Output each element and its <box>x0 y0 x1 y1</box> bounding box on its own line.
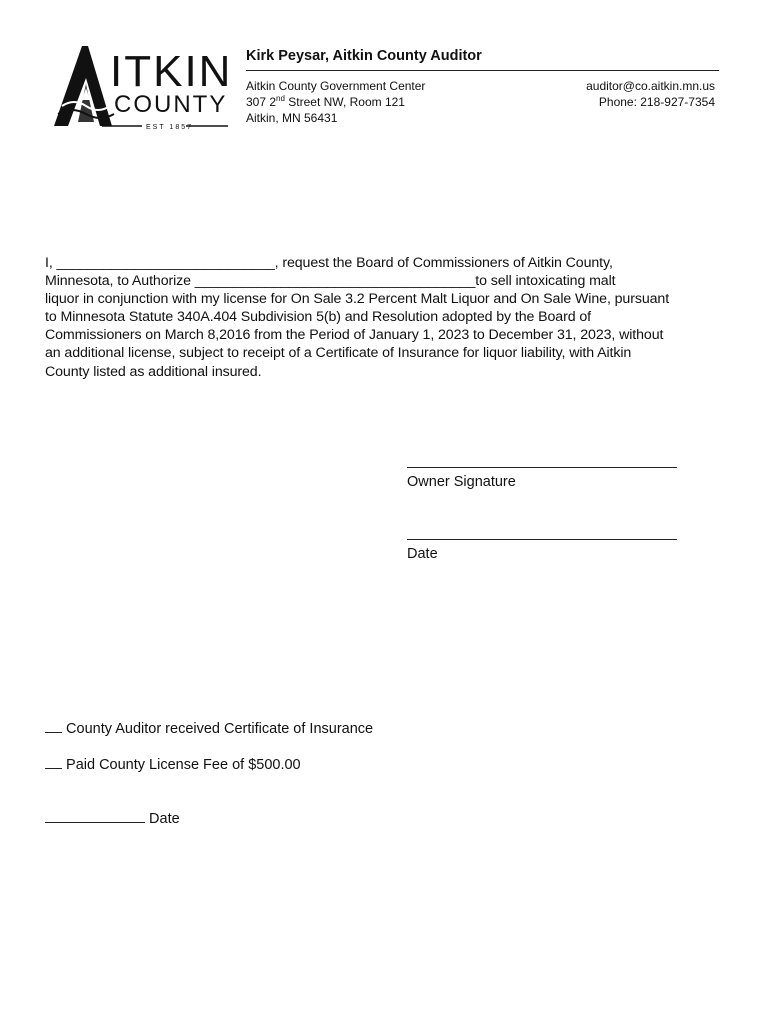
address-line-2 <box>246 94 425 110</box>
contact-block <box>246 71 719 131</box>
owner-signature-block <box>407 455 682 490</box>
checklist-date-blank[interactable] <box>45 808 145 823</box>
owner-signature-label: Owner Signature <box>407 474 516 490</box>
street-ordinal: nd <box>276 94 285 103</box>
checklist-item-date <box>45 808 180 827</box>
logo-word-bottom: COUNTY <box>114 91 228 118</box>
checklist-date-label: Date <box>149 811 180 827</box>
address-block <box>246 78 425 126</box>
signature-date-block <box>407 527 682 562</box>
logo-established: EST 1857 <box>146 124 194 130</box>
insurance-check-blank[interactable] <box>45 718 62 733</box>
logo-graphic <box>52 44 230 130</box>
phone-text: Phone: 218-927-7354 <box>598 95 715 109</box>
insurance-check-label: County Auditor received Certificate of Insurance <box>66 721 374 737</box>
address-line-1: Aitkin County Government Center <box>246 79 426 93</box>
checklist-item-fee <box>45 754 301 773</box>
email-text: auditor@co.aitkin.mn.us <box>586 79 715 93</box>
signature-date-line[interactable] <box>407 527 677 540</box>
paragraph-line: Commissioners on March 8,2016 from the Period of January 1, 2023 to December 31, 2023, without <box>45 327 664 344</box>
contact-info <box>586 78 715 110</box>
aitkin-county-logo <box>52 44 230 130</box>
street-number: 307 2 <box>246 95 277 109</box>
logo-word-top: ITKIN <box>110 47 230 96</box>
paragraph-line: an additional license, subject to receipt of a Certificate of Insurance for liquor liability, with Aitkin <box>45 345 632 362</box>
paragraph-line: Minnesota, to Authorize ____________________________________to sell intoxicating malt <box>45 273 616 290</box>
signature-date-label: Date <box>407 546 438 562</box>
owner-signature-line[interactable] <box>407 455 677 468</box>
request-paragraph <box>45 254 735 381</box>
paragraph-line: County listed as additional insured. <box>45 363 262 380</box>
fee-check-label: Paid County License Fee of $500.00 <box>66 757 301 773</box>
paragraph-line: liquor in conjunction with my license for On Sale 3.2 Percent Malt Liquor and On Sale Wine, pursuant <box>45 291 670 308</box>
checklist-item-insurance <box>45 718 373 737</box>
auditor-name: Kirk Peysar, Aitkin County Auditor <box>246 48 482 64</box>
paragraph-line: I, ____________________________, request the Board of Commissioners of Aitkin County, <box>45 255 613 271</box>
address-line-3: Aitkin, MN 56431 <box>246 111 338 125</box>
fee-check-blank[interactable] <box>45 754 62 769</box>
street-name: Street NW, Room 121 <box>284 95 405 109</box>
paragraph-line: to Minnesota Statute 340A.404 Subdivision 5(b) and Resolution adopted by the Board of <box>45 309 591 326</box>
letterhead <box>246 46 719 131</box>
